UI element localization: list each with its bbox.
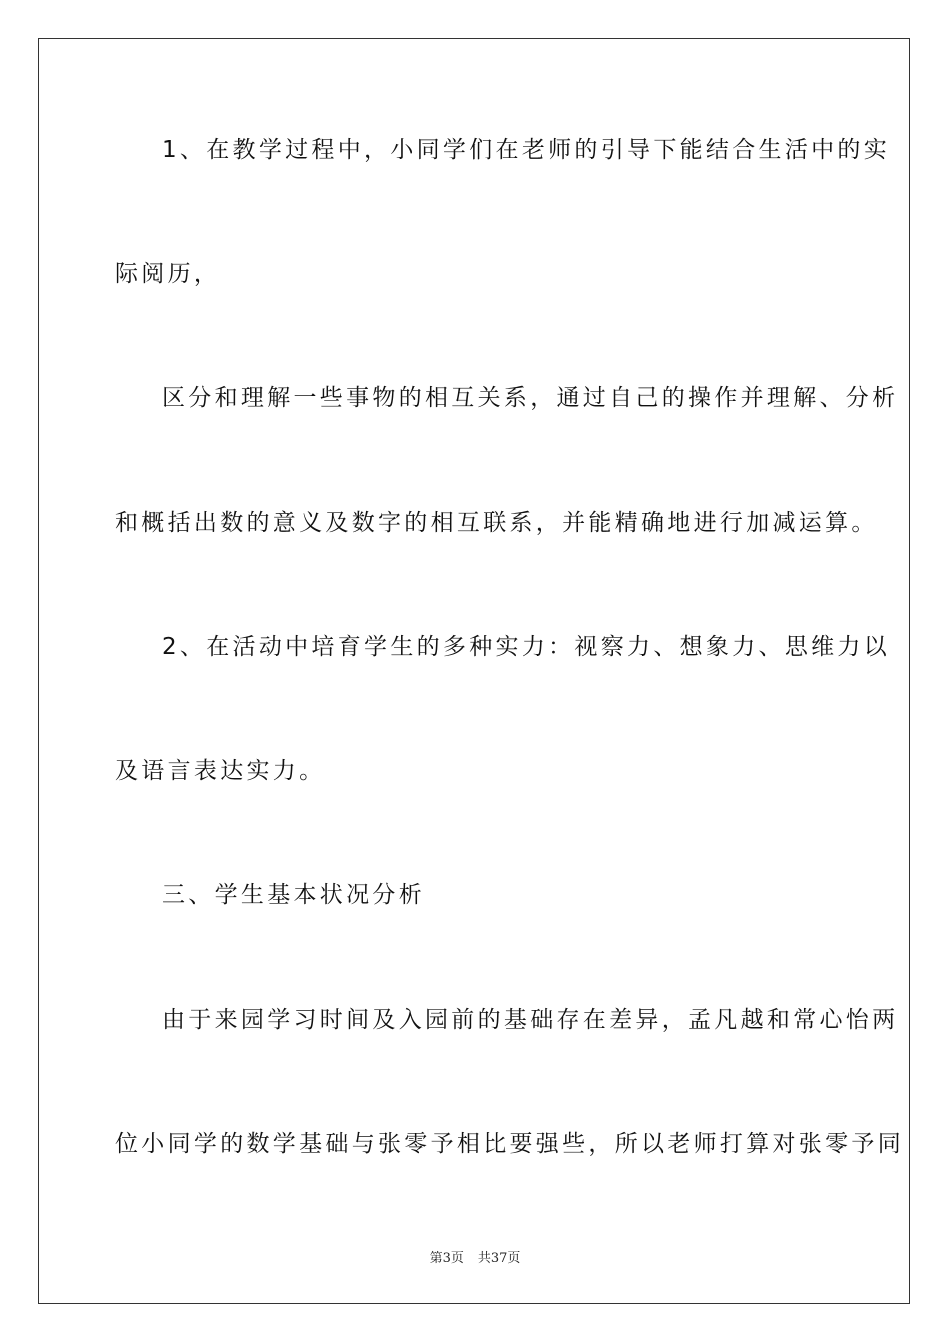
paragraph-line-4: 和概括出数的意义及数字的相互联系，并能精确地进行加减运算。 <box>115 510 878 536</box>
paragraph-line-9: 位小同学的数学基础与张零予相比要强些，所以老师打算对张零予同 <box>115 1131 904 1157</box>
section-heading: 三、学生基本状况分析 <box>162 882 425 908</box>
paragraph-line-1: 1、在教学过程中，小同学们在老师的引导下能结合生活中的实 <box>162 137 891 163</box>
paragraph-line-8: 由于来园学习时间及入园前的基础存在差异，孟凡越和常心怡两 <box>162 1007 899 1033</box>
page-number: 第3页 <box>429 1251 464 1266</box>
paragraph-line-3: 区分和理解一些事物的相互关系，通过自己的操作并理解、分析 <box>162 385 899 411</box>
page-footer <box>0 1247 950 1266</box>
paragraph-line-6: 及语言表达实力。 <box>115 758 326 784</box>
page-total: 共37页 <box>477 1251 521 1266</box>
page-frame <box>38 38 910 1304</box>
paragraph-line-5: 2、在活动中培育学生的多种实力：视察力、想象力、思维力以 <box>162 634 891 660</box>
paragraph-line-2: 际阅历， <box>115 261 221 287</box>
